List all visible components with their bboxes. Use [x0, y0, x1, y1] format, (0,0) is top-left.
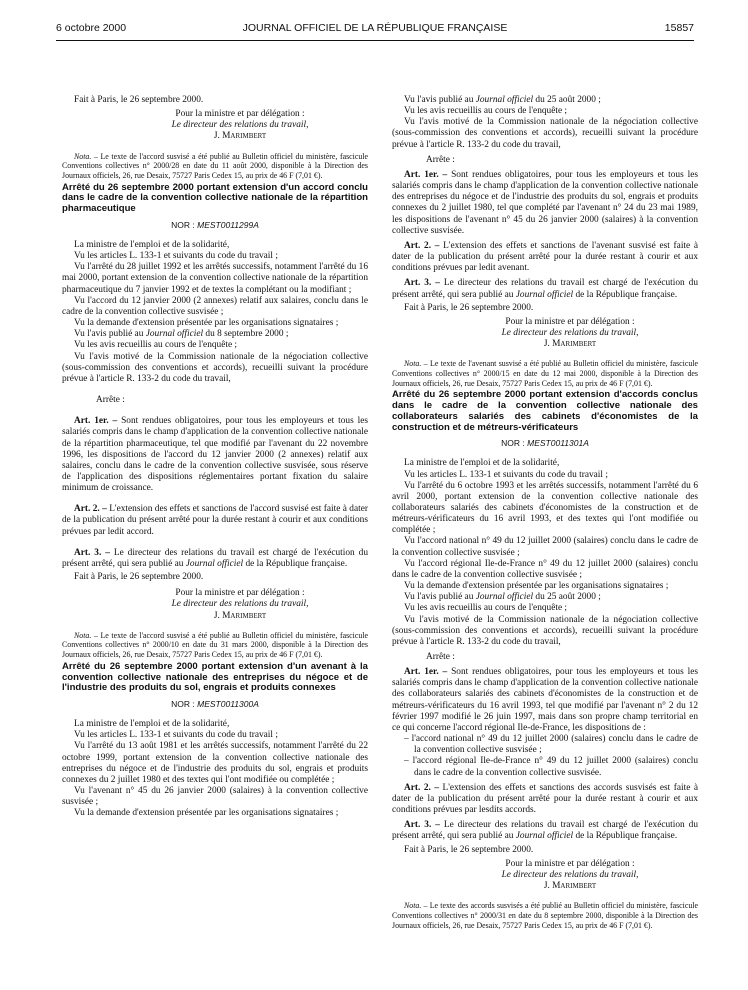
article-text: Sont rendues obligatoires, pour tous les employeurs et tous les salariés compris dans le champ d'application de la convention collective nationale de la répartition pharmaceutique, tel que modifié par l'avenant du 22 novembre 1996, les dispositions de l'accord du 12 janvier 2000 (2 annexes) relatif aux salaires, conclu dans le cadre de la convention collective susvisée, sous réserve de l'application des dispositions réglementaires portant fixation du salaire minimum de croissance. — [62, 416, 368, 494]
article-1 — [62, 416, 368, 494]
fait-a-paris: Fait à Paris, le 26 septembre 2000. — [404, 844, 534, 855]
journal-officiel-ref: Journal officiel — [515, 831, 574, 842]
paragraph: Vu l'avis motivé de la Commission nationale de la négociation collective (sous-commission des conventions et accords), recueilli suivant la procédure prévue à l'article R. 133-2 du code du travail, — [62, 351, 368, 384]
fait-a-paris: Fait à Paris, le 26 septembre 2000. — [404, 302, 534, 313]
paragraph: Vu les articles L. 133-1 et suivants du code du travail ; — [74, 251, 278, 262]
signature-title: Le directeur des relations du travail, — [501, 327, 639, 338]
right-column — [392, 95, 698, 930]
paragraph: Vu l'accord du 12 janvier 2000 (2 annexes) relatif aux salaires, conclu dans le cadre de la convention collective susvisée ; — [62, 295, 368, 317]
paragraph: La ministre de l'emploi et de la solidarité, — [74, 240, 230, 250]
nota-label: Nota. – — [74, 151, 98, 161]
paragraph: Vu l'avenant n° 45 du 26 janvier 2000 (salaires) à la convention collective susvisée ; — [62, 786, 368, 808]
nor-reference — [62, 699, 368, 710]
header-date: 6 octobre 2000 — [56, 22, 127, 34]
nor-reference — [62, 220, 368, 231]
paragraph: Vu l'avis motivé de la Commission nationale de la négociation collective (sous-commission des conventions et accords), recueilli suivant la procédure prévue à l'article R. 133-2 du code du travail, — [392, 614, 698, 647]
paragraph: La ministre de l'emploi et de la solidarité, — [404, 458, 560, 469]
paragraph: Vu l'arrêté du 6 octobre 1993 et les arrêtés successifs, notamment l'arrêté du 6 avril 2000, portant extension de la convention collective nationale des collaborateurs salariés des cabinets d'économistes de la construction et de métreurs-vérificateurs du 16 avril 1993, et des textes qui l'ont modifiée ou complétée ; — [392, 480, 698, 536]
article-text: de la République française. — [575, 831, 678, 842]
article-label: Art. 2. – — [404, 240, 440, 251]
text: du 25 août 2000 ; — [535, 592, 601, 603]
arrete-label: Arrête : — [426, 154, 455, 165]
nor-label: NOR : — [171, 698, 195, 709]
nota-label: Nota. – — [74, 630, 98, 640]
nota-text: Le texte de l'accord susvisé a été publié au Bulletin officiel du ministère, fascicule Conventions collectives n° 2000/10 en date du 31 mars 2000, disponible à la Direction des Journaux officiels, 26, rue Desaix, 75727 Paris Cedex 15, au prix de 46 F (7,01 €). — [62, 630, 368, 660]
article-label: Art. 1er. – — [74, 416, 118, 427]
journal-officiel-ref: Journal officiel — [515, 289, 574, 300]
text: du 8 septembre 2000 ; — [205, 329, 289, 340]
article-text: Sont rendues obligatoires, pour tous les employeurs et tous les salariés compris dans le champ d'application de la convention collective nationale des collaborateurs salariés des cabinets d'économistes de la construction et de métreurs-vérificateurs du 16 avril 1993, tel que modifié par l'avenant n° 2 du 12 février 1997 modifié le 26 juin 1997, mais dans son propre champ territorial en ce qui concerne l'accord régional Ile-de-France, les dispositions de : — [392, 667, 698, 733]
signature-block — [392, 317, 698, 350]
paragraph: Vu l'accord national n° 49 du 12 juillet 2000 (salaires) conclu dans le cadre de la convention collective susvisée ; — [392, 536, 698, 558]
left-column — [62, 95, 368, 819]
signature-block — [392, 859, 698, 892]
article-label: Art. 3. – — [404, 278, 440, 289]
nor-code: MEST0011301A — [527, 438, 589, 449]
nor-label: NOR : — [501, 438, 525, 449]
list-item: – l'accord national n° 49 du 12 juillet 2000 (salaires) conclu dans le cadre de la convention collective susvisée ; — [404, 734, 698, 756]
article-label: Art. 2. – — [404, 782, 440, 793]
article-2 — [62, 504, 368, 537]
nota-label: Nota. – — [404, 359, 428, 369]
article-2 — [392, 241, 698, 274]
paragraph: Vu la demande d'extension présentée par les organisations signataires ; — [74, 808, 339, 819]
page-header — [56, 22, 694, 40]
journal-officiel-ref: Journal officiel — [475, 95, 534, 105]
fait-a-paris: Fait à Paris, le 26 septembre 2000. — [74, 572, 204, 583]
nota-text: Le texte des accords susvisés a été publié au Bulletin officiel du ministère, fascicule Conventions collectives n° 2000/31 en date du 8 septembre 2000, disponible à la Direction des Journaux officiels, 26, rue Desaix, 75727 Paris Cedex 15, au prix de 46 F (7,01 €). — [392, 901, 698, 930]
article-text: L'extension des effets et sanctions des accords susvisés est faite à dater de la publication du présent arrêté pour la durée restant à courir et aux conditions prévues par lesdits accords. — [392, 782, 699, 816]
nota-text: Le texte de l'accord susvisé a été publié au Bulletin officiel du ministère, fascicule Conventions collectives n° 2000/28 en date du 11 août 2000, disponible à la Direction des Journaux officiels, 26, rue Desaix, 75727 Paris Cedex 15, au prix de 46 F (7,01 €). — [62, 151, 368, 181]
article-label: Art. 1er. – — [404, 667, 448, 678]
arrete-title: Arrêté du 26 septembre 2000 portant extension d'accords conclus dans le cadre de la convention collective nationale des collaborateurs salariés des cabinets d'économistes de la construction et de métreurs-vérificateurs — [392, 389, 698, 433]
signature-name: J. Marimbert — [213, 610, 267, 621]
paragraph: Vu l'accord régional Ile-de-France n° 49 du 12 juillet 2000 (salaires) conclu dans le cadre de la convention collective susvisée ; — [392, 558, 698, 580]
text: Vu l'avis publié au — [404, 592, 474, 603]
paragraph: La ministre de l'emploi et de la solidarité, — [74, 719, 230, 730]
paragraph: Vu les articles L. 133-1 et suivants du code du travail ; — [404, 469, 608, 480]
journal-officiel-ref: Journal officiel — [145, 329, 204, 340]
paragraph: Vu les avis recueillis au cours de l'enquête ; — [404, 603, 568, 614]
paragraph: Vu l'arrêté du 28 juillet 1992 et les arrêtés successifs, notamment l'arrêté du 16 mai 2000, portant extension de la convention collective nationale de la répartition pharmaceutique du 7 janvier 1992 et de textes la complétant ou la modifiant ; — [62, 262, 368, 295]
signature-line: Pour la ministre et par délégation : — [175, 109, 305, 120]
nota — [62, 631, 368, 660]
signature-block — [62, 588, 368, 621]
header-page-number: 15857 — [664, 22, 694, 34]
article-text: Sont rendues obligatoires, pour tous les employeurs et tous les salariés compris dans le champ d'application de la convention collective nationale des entreprises du négoce et de l'industrie des produits du sol, engrais et produits connexes du 2 juillet 1980, tel que complété par l'avenant n° 24 du 23 mai 1989, les dispositions de l'avenant n° 45 du 26 janvier 2000 (salaires) à la convention collective susvisée. — [392, 169, 698, 236]
text: Vu l'avis publié au — [74, 329, 144, 340]
signature-block — [62, 109, 368, 142]
signature-title: Le directeur des relations du travail, — [171, 599, 309, 610]
paragraph — [392, 95, 698, 106]
paragraph: Vu les avis recueillis au cours de l'enquête ; — [74, 340, 238, 351]
nor-label: NOR : — [171, 219, 195, 230]
header-journal-title: JOURNAL OFFICIEL DE LA RÉPUBLIQUE FRANÇAISE — [242, 22, 508, 34]
article-3 — [62, 548, 368, 570]
nor-code: MEST0011300A — [197, 698, 259, 709]
article-label: Art. 3. – — [404, 820, 440, 831]
text: Vu l'avis publié au — [404, 95, 474, 105]
nota-text: Le texte de l'avenant susvisé a été publié au Bulletin officiel du ministère, fascicule Conventions collectives n° 2000/15 en date du 12 mai 2000, disponible à la Direction des Journaux officiels, 26, rue Desaix, 75727 Paris Cedex 15, au prix de 46 F (7,01 €). — [392, 359, 698, 388]
nor-code: MEST0011299A — [197, 219, 259, 230]
arrete-label: Arrête : — [426, 652, 455, 663]
article-label: Art. 2. – — [74, 504, 107, 515]
journal-officiel-ref: Journal officiel — [185, 558, 244, 569]
journal-officiel-ref: Journal officiel — [475, 592, 534, 603]
signature-name: J. Marimbert — [543, 339, 597, 350]
article-text: Le directeur des relations du travail est chargé de l'exécution du présent arrêté, qui sera publié au — [62, 547, 369, 569]
header-rule — [56, 40, 694, 41]
nota — [392, 359, 698, 388]
nota — [392, 901, 698, 930]
article-3 — [392, 820, 698, 842]
signature-line: Pour la ministre et par délégation : — [175, 588, 305, 599]
signature-title: Le directeur des relations du travail, — [171, 120, 309, 131]
nota-label: Nota. – — [404, 901, 428, 911]
article-1 — [392, 667, 698, 734]
paragraph: Vu l'avis motivé de la Commission nationale de la négociation collective (sous-commission des conventions et accords), recueilli suivant la procédure prévue à l'article R. 133-2 du code du travail, — [392, 117, 698, 150]
article-text: Le directeur des relations du travail est chargé de l'exécution du présent arrêté, qui sera publié au — [392, 278, 699, 300]
article-text: Le directeur des relations du travail est chargé de l'exécution du présent arrêté, qui sera publié au — [392, 820, 699, 842]
signature-title: Le directeur des relations du travail, — [501, 869, 639, 880]
paragraph — [392, 592, 698, 603]
signature-line: Pour la ministre et par délégation : — [505, 316, 635, 327]
article-1 — [392, 170, 698, 237]
article-3 — [392, 278, 698, 300]
article-text: L'extension des effets et sanctions de l'accord susvisé est faite à dater de la publication du présent arrêté pour la durée restant à courir et aux conditions prévues par ledit accord. — [62, 504, 368, 537]
article-label: Art. 1er. – — [404, 169, 448, 180]
nor-reference — [392, 438, 698, 449]
arrete-title: Arrêté du 26 septembre 2000 portant extension d'un avenant à la convention collective nationale des entreprises du négoce et de l'industrie des produits du sol, engrais et produits connexes — [62, 660, 368, 694]
article-text: de la République française. — [575, 289, 678, 300]
paragraph: Vu la demande d'extension présentée par les organisations signataires ; — [404, 581, 669, 592]
fait-a-paris: Fait à Paris, le 26 septembre 2000. — [74, 95, 204, 105]
text: du 25 août 2000 ; — [535, 95, 601, 105]
paragraph: Vu les articles L. 133-1 et suivants du code du travail ; — [74, 730, 278, 741]
article-text: de la République française. — [245, 558, 348, 569]
signature-name: J. Marimbert — [213, 131, 267, 142]
article-2 — [392, 783, 698, 816]
article-label: Art. 3. – — [74, 547, 110, 558]
paragraph: Vu l'arrêté du 13 août 1981 et les arrêtés successifs, notamment l'arrêté du 22 octobre 1999, portant extension de la convention collective nationale des entreprises du négoce et de l'industrie des produits du sol, engrais et produits connexes du 2 juillet 1980 et des textes qui l'ont modifiée ou complétée ; — [62, 741, 368, 785]
signature-name: J. Marimbert — [543, 880, 597, 891]
nota — [62, 152, 368, 181]
paragraph: Vu la demande d'extension présentée par les organisations signataires ; — [74, 318, 339, 329]
paragraph: Vu les avis recueillis au cours de l'enquête ; — [404, 106, 568, 117]
signature-line: Pour la ministre et par délégation : — [505, 858, 635, 869]
arrete-label: Arrête : — [96, 395, 125, 406]
paragraph — [62, 329, 368, 340]
list-item: – l'accord régional Ile-de-France n° 49 du 12 juillet 2000 (salaires) conclu dans le cadre de la convention collective susvisée. — [404, 756, 698, 778]
arrete-title: Arrêté du 26 septembre 2000 portant extension d'un accord conclu dans le cadre de la convention collective nationale de la répartition pharmaceutique — [62, 181, 368, 215]
article-text: L'extension des effets et sanctions de l'avenant susvisé est faite à dater de la publication du présent arrêté pour la durée restant à courir et aux conditions prévues par ledit avenant. — [392, 240, 698, 274]
